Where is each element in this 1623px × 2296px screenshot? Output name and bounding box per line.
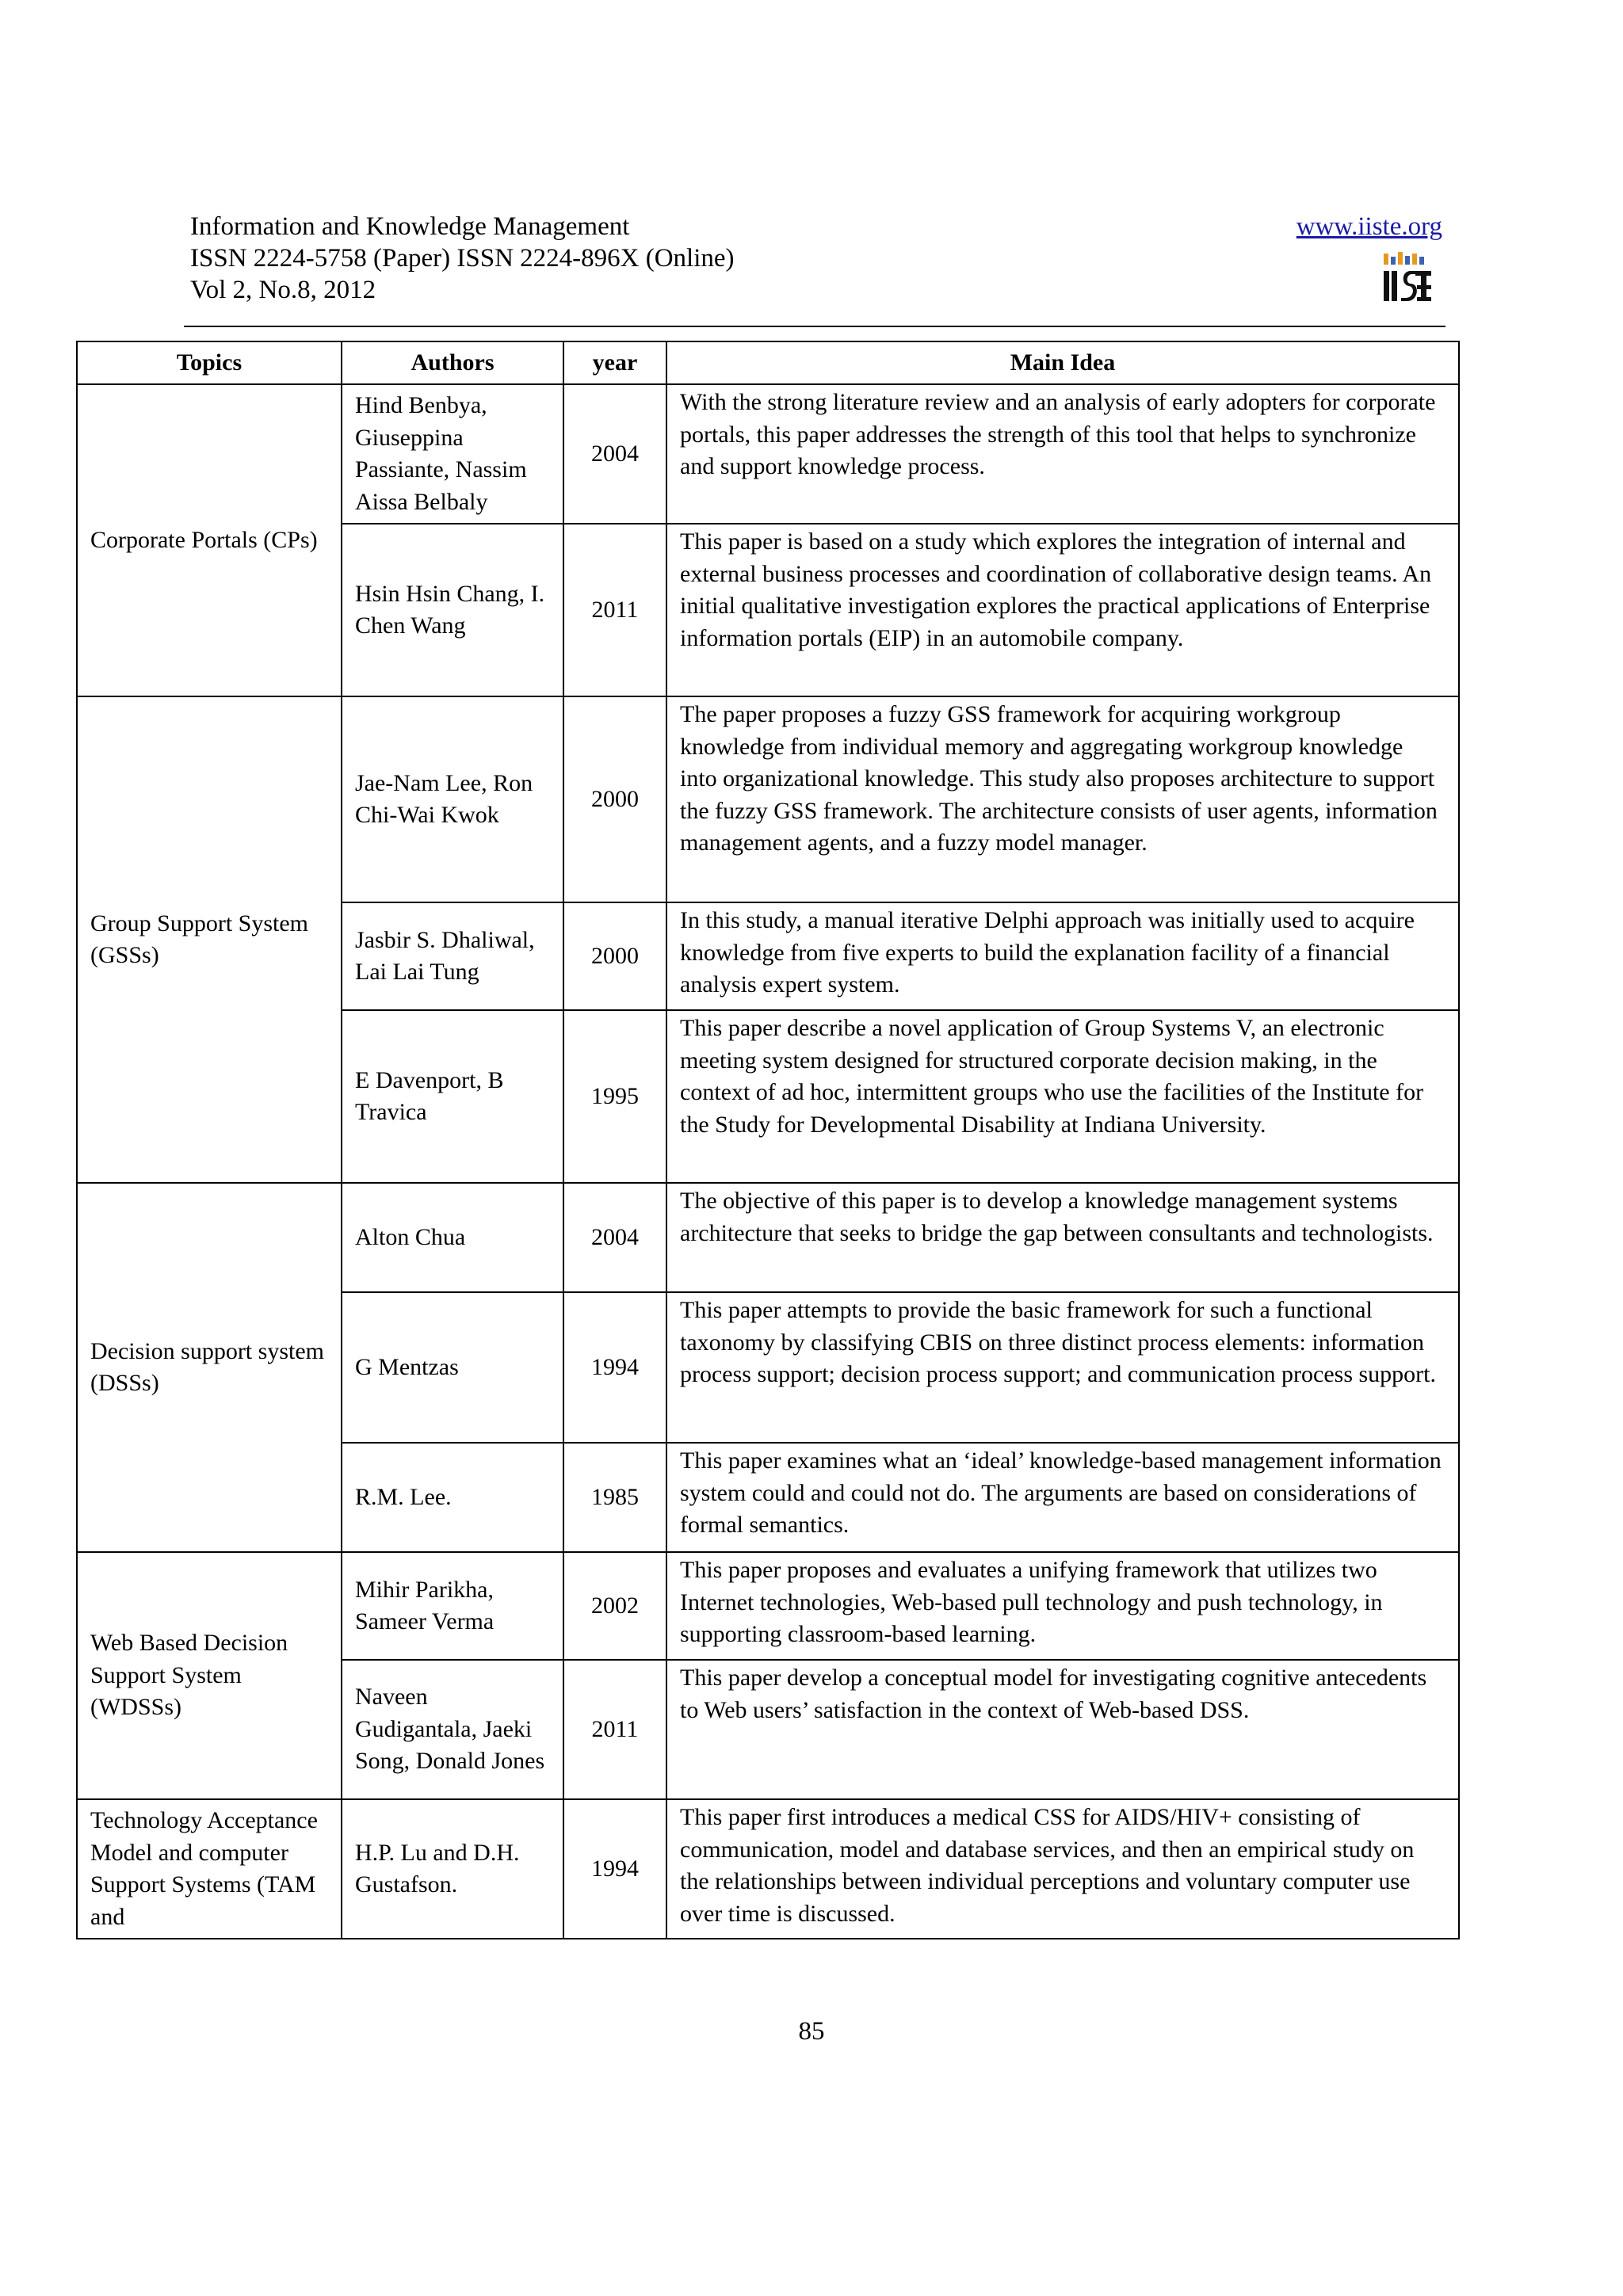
issn-line: ISSN 2224-5758 (Paper) ISSN 2224-896X (Online)	[190, 244, 735, 273]
year-cell: 1994	[563, 1799, 666, 1939]
topic-cell: Technology Acceptance Model and computer Support Systems (TAM and	[77, 1799, 342, 1939]
year-cell: 2000	[563, 902, 666, 1010]
journal-title: Information and Knowledge Management	[190, 212, 630, 241]
authors-cell: R.M. Lee.	[342, 1443, 563, 1552]
main-idea-cell: This paper is based on a study which explores the integration of internal and external business processes and coordination of collaborative design teams. An initial qualitative investigation explores the practical applications of Enterprise information portals (EIP) in an automobile company.	[666, 524, 1459, 696]
authors-cell: Jasbir S. Dhaliwal, Lai Lai Tung	[342, 902, 563, 1010]
year-cell: 2002	[563, 1552, 666, 1660]
page-header	[190, 211, 1442, 306]
topic-cell: Decision support system (DSSs)	[77, 1183, 342, 1552]
column-header-topics: Topics	[77, 341, 342, 384]
table-row	[77, 1183, 1459, 1292]
authors-cell: Alton Chua	[342, 1183, 563, 1292]
table-row	[77, 1799, 1459, 1939]
authors-cell: Mihir Parikha, Sameer Verma	[342, 1552, 563, 1660]
authors-cell: Hind Benbya, Giuseppina Passiante, Nassim Aissa Belbaly	[342, 384, 563, 524]
table-row	[77, 384, 1459, 524]
topic-cell: Group Support System (GSSs)	[77, 696, 342, 1183]
main-idea-cell: The paper proposes a fuzzy GSS framework for acquiring workgroup knowledge from individual memory and aggregating workgroup knowledge into organizational knowledge. This study also proposes architecture to support the fuzzy GSS framework. The architecture consists of user agents, information management agents, and a fuzzy model manager.	[666, 696, 1459, 902]
main-idea-cell: This paper proposes and evaluates a unifying framework that utilizes two Internet technologies, Web-based pull technology and push technology, in supporting classroom-based learning.	[666, 1552, 1459, 1660]
iiste-logo-icon	[1382, 252, 1433, 304]
literature-table	[76, 341, 1460, 1939]
year-cell: 2004	[563, 1183, 666, 1292]
main-idea-cell: With the strong literature review and an analysis of early adopters for corporate portals, this paper addresses the strength of this tool that helps to synchronize and support knowledge process.	[666, 384, 1459, 524]
year-cell: 1995	[563, 1010, 666, 1183]
table-header-row	[77, 341, 1459, 384]
authors-cell: H.P. Lu and D.H. Gustafson.	[342, 1799, 563, 1939]
column-header-main-idea: Main Idea	[666, 341, 1459, 384]
topic-cell: Web Based Decision Support System (WDSSs)	[77, 1552, 342, 1799]
authors-cell: E Davenport, B Travica	[342, 1010, 563, 1183]
topic-cell: Corporate Portals (CPs)	[77, 384, 342, 696]
authors-cell: Hsin Hsin Chang, I. Chen Wang	[342, 524, 563, 696]
table-row	[77, 1552, 1459, 1660]
main-idea-cell: This paper examines what an ‘ideal’ knowledge-based management information system could and could not do. The arguments are based on considerations of formal semantics.	[666, 1443, 1459, 1552]
year-cell: 1994	[563, 1292, 666, 1443]
year-cell: 2004	[563, 384, 666, 524]
main-idea-cell: This paper attempts to provide the basic framework for such a functional taxonomy by classifying CBIS on three distinct process elements: information process support; decision process support; and communication process support.	[666, 1292, 1459, 1443]
main-idea-cell: This paper describe a novel application of Group Systems V, an electronic meeting system designed for structured corporate decision making, in the context of ad hoc, intermittent groups who use the facilities of the Institute for the Study for Developmental Disability at Indiana University.	[666, 1010, 1459, 1183]
table-row	[77, 696, 1459, 902]
main-idea-cell: This paper develop a conceptual model for investigating cognitive antecedents to Web users’ satisfaction in the context of Web-based DSS.	[666, 1660, 1459, 1799]
column-header-authors: Authors	[342, 341, 563, 384]
header-rule	[184, 326, 1445, 327]
main-idea-cell: This paper first introduces a medical CSS for AIDS/HIV+ consisting of communication, model and database services, and then an empirical study on the relationships between individual perceptions and voluntary computer use over time is discussed.	[666, 1799, 1459, 1939]
page-number: 85	[798, 2017, 825, 2046]
year-cell: 2011	[563, 1660, 666, 1799]
authors-cell: Jae-Nam Lee, Ron Chi-Wai Kwok	[342, 696, 563, 902]
authors-cell: Naveen Gudigantala, Jaeki Song, Donald Jones	[342, 1660, 563, 1799]
year-cell: 2011	[563, 524, 666, 696]
main-idea-cell: The objective of this paper is to develop a knowledge management systems architecture that seeks to bridge the gap between consultants and technologists.	[666, 1183, 1459, 1292]
column-header-year: year	[563, 341, 666, 384]
main-idea-cell: In this study, a manual iterative Delphi approach was initially used to acquire knowledge from five experts to build the explanation facility of a financial analysis expert system.	[666, 902, 1459, 1010]
journal-url-link[interactable]: www.iiste.org	[1296, 212, 1442, 241]
authors-cell: G Mentzas	[342, 1292, 563, 1443]
year-cell: 1985	[563, 1443, 666, 1552]
year-cell: 2000	[563, 696, 666, 902]
volume-line: Vol 2, No.8, 2012	[190, 276, 376, 304]
